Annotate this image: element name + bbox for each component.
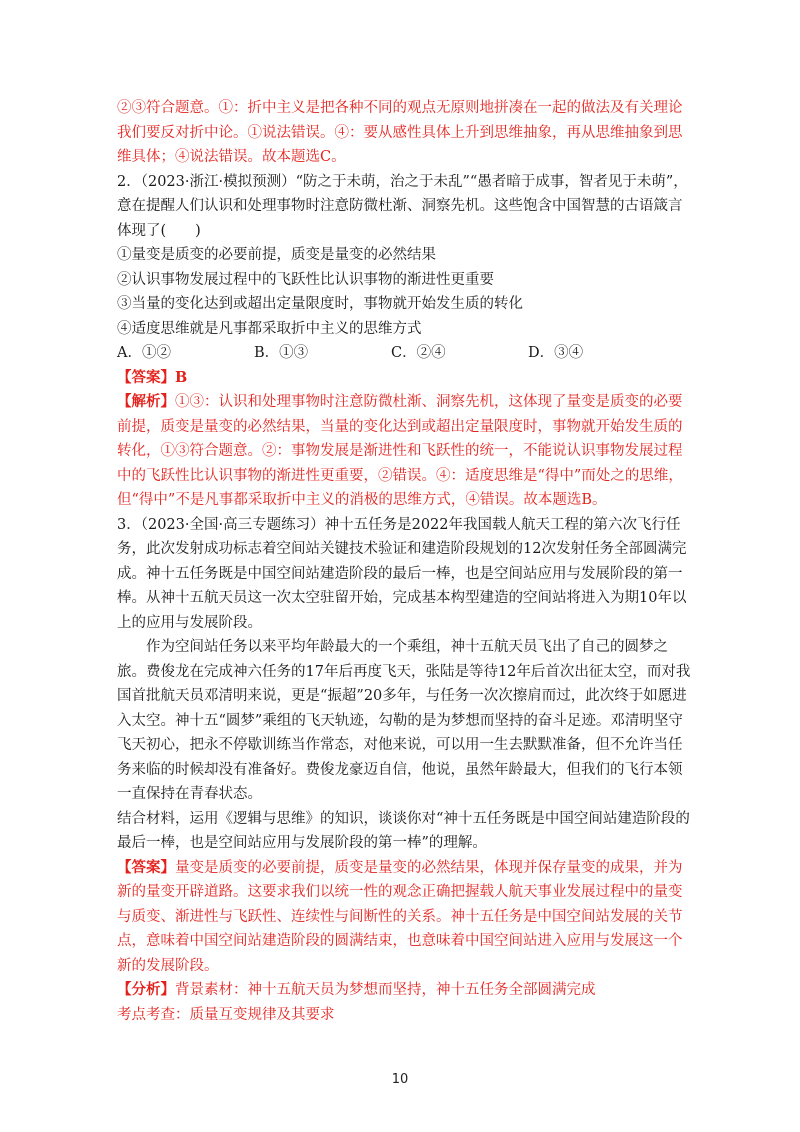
q3-answer-label: 【答案】 bbox=[117, 858, 175, 876]
q3-fenxi bbox=[117, 978, 692, 1003]
q2-option-a: A．①② bbox=[117, 345, 171, 361]
q2-stem: 2．（2023·浙江·模拟预测）“防之于未萌，治之于未乱”“愚者暗于成事，智者见于未萌”，意在提醒人们认识和处理事物时注意防微杜渐、洞察先机。这些饱含中国智慧的古语箴言体现了( ) bbox=[117, 173, 688, 239]
q2-item-4: ④适度思维就是凡事都采取折中主义的思维方式 bbox=[117, 320, 422, 337]
q2-answer-value: B bbox=[175, 368, 188, 386]
q2-item-1: ①量变是质变的必要前提，质变是量变的必然结果 bbox=[117, 247, 436, 263]
q3-material-1-text: 神十五任务是2022年我国载人航天工程的第六次飞行任务，此次发射成功标志着空间站关键技术验证和建造阶段规划的12次发射任务全部圆满完成。神十五任务既是中国空间站建造阶段的最后一棒，也是空间站应用与发展阶段的第一棒。从神十五航天员这一次太空驻留开始，完成基本构型建造的空间站将进入为期10年以上的应用与发展阶段。 bbox=[117, 516, 687, 631]
q3-stem-lead: 3．（2023·全国·高三专题练习） bbox=[117, 516, 325, 533]
q2-analysis-text: ①③：认识和处理事物时注意防微杜渐、洞察先机，这体现了量变是质变的必要前提，质变是量变的必然结果，当量的变化达到或超出定量限度时，事物就开始发生质的转化，①③符合题意。②：事物发展是渐进性和飞跃性的统一，不能说认识事物发展过程中的飞跃性比认识事物的渐进性更重要，②错误。④：适度思维是“得中”而处之的思维，但“得中”不是凡事都采取折中主义的消极的思维方式，④错误。故本题选B。 bbox=[117, 394, 683, 508]
q3-question: 结合材料，运用《逻辑与思维》的知识，谈谈你对“神十五任务既是中国空间站建造阶段的最后一棒，也是空间站应用与发展阶段的第一棒”的理解。 bbox=[117, 810, 690, 851]
q3-material-1 bbox=[117, 513, 692, 636]
q3-answer-text: 量变是质变的必要前提，质变是量变的必然结果，体现并保存量变的成果，并为新的量变开辟道路。这要求我们以统一性的观念正确把握载人航天事业发展过程中的量变与质变、渐进性与飞跃性、连续性与间断性的关系。神十五任务是中国空间站发展的关节点，意味着中国空间站建造阶段的圆满结束，也意味着中国空间站进入应用与发展这一个新的发展阶段。 bbox=[117, 859, 683, 974]
q3-fenxi-label: 【分析】 bbox=[117, 981, 175, 998]
q2-answer bbox=[117, 366, 692, 391]
q2-analysis-label: 【解析】 bbox=[117, 393, 175, 410]
q2-option-b: B．①③ bbox=[254, 345, 309, 361]
q2-option-c: C．②④ bbox=[391, 345, 446, 361]
q3-kaodian: 考点考查：质量互变规律及其要求 bbox=[117, 1006, 335, 1023]
q2-option-d: D．③④ bbox=[528, 345, 584, 361]
q2-analysis bbox=[117, 390, 692, 513]
q2-item-3: ③当量的变化达到或超出定量限度时，事物就开始发生质的转化 bbox=[117, 296, 523, 312]
page-number: 10 bbox=[391, 1072, 409, 1087]
q2-item-2: ②认识事物发展过程中的飞跃性比认识事物的渐进性更重要 bbox=[117, 271, 494, 288]
q2-options bbox=[117, 341, 692, 366]
page-content bbox=[117, 96, 692, 1027]
q2-answer-label: 【答案】 bbox=[117, 368, 175, 386]
previous-analysis-continued: ②③符合题意。①：折中主义是把各种不同的观点无原则地拼凑在一起的做法及有关理论我们要反对折中论。①说法错误。④：要从感性具体上升到思维抽象，再从思维抽象到思维具体；④说法错误。故本题选C。 bbox=[117, 100, 683, 165]
q3-material-2: 作为空间站任务以来平均年龄最大的一个乘组，神十五航天员飞出了自己的圆梦之旅。费俊龙在完成神六任务的17年后再度飞天，张陆是等待12年后首次出征太空，而对我国首批航天员邓清明来说，更是“振超”20多年，与任务一次次擦肩而过，此次终于如愿进入太空。神十五“圆梦”乘组的飞天轨迹，勾勒的是为梦想而坚持的奋斗足迹。邓清明坚守飞天初心，把永不停歇训练当作常态，对他来说，可以用一生去默默准备，但不允许当任务来临的时候却没有准备好。费俊龙豪迈自信，他说，虽然年龄最大，但我们的飞行本领一直保持在青春状态。 bbox=[117, 639, 691, 802]
q3-answer bbox=[117, 856, 692, 979]
q3-fenxi-text: 背景素材：神十五航天员为梦想而坚持，神十五任务全部圆满完成 bbox=[175, 982, 596, 998]
